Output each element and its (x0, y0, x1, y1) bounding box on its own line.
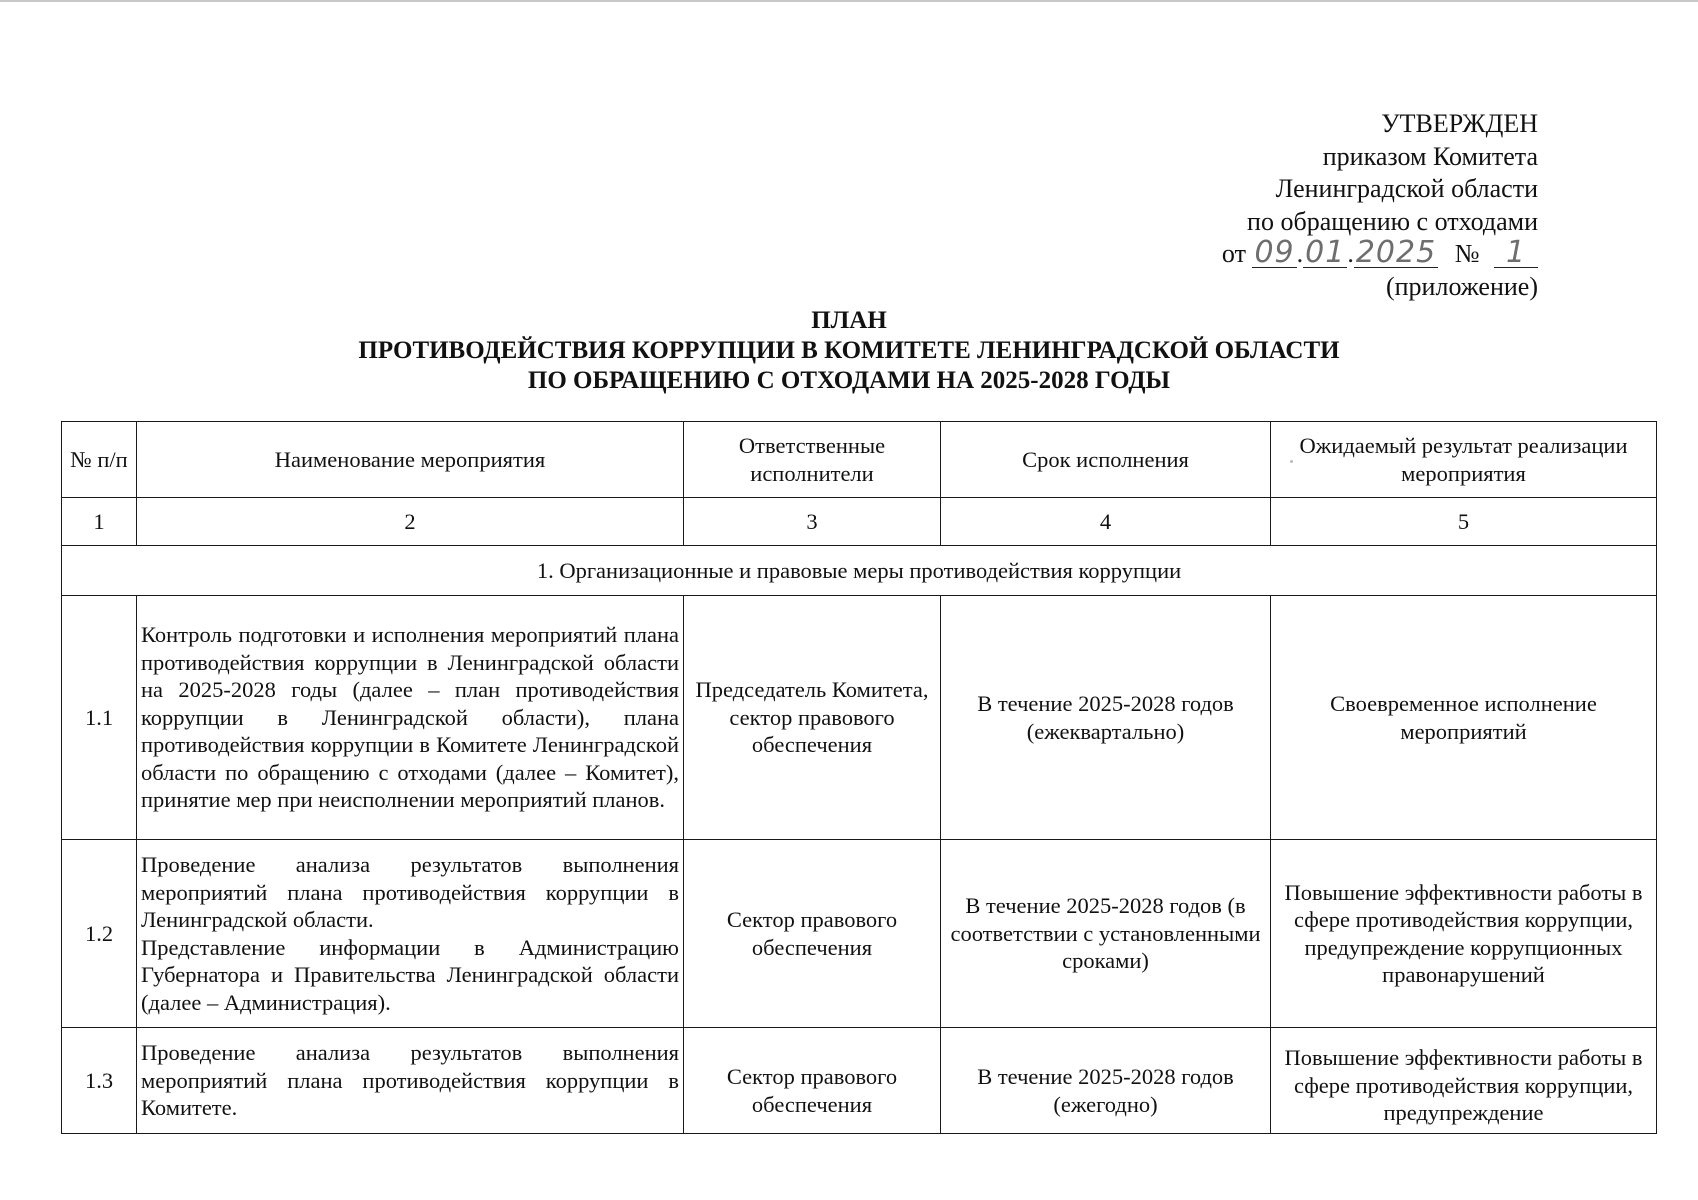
header-row (62, 422, 1657, 498)
plan-table (61, 421, 1657, 1134)
table-row (62, 1028, 1657, 1134)
title-line-1: ПЛАН (811, 307, 887, 334)
date-prefix: от (1221, 239, 1246, 268)
document-title (0, 306, 1698, 396)
row-number: 1.2 (62, 840, 137, 1028)
date-day: 09 (1254, 235, 1295, 270)
header-num: № п/п (62, 422, 137, 498)
date-year: 2025 (1355, 235, 1437, 270)
approval-order-line: приказом Комитета (1322, 141, 1538, 171)
title-line-3: ПО ОБРАЩЕНИЮ С ОТХОДАМИ НА 2025-2028 ГОДЫ (527, 367, 1171, 394)
row-number: 1.1 (62, 596, 137, 840)
row-deadline: В течение 2025-2028 годов (ежеквартально) (941, 596, 1271, 840)
header-executors: Ответственные исполнители (684, 422, 941, 498)
column-number: 4 (941, 498, 1271, 546)
order-number: 1 (1494, 239, 1538, 268)
approval-date-line: от 09.01.2025 № 1 (1222, 238, 1538, 271)
title-line-2: ПРОТИВОДЕЙСТВИЯ КОРРУПЦИИ В КОМИТЕТЕ ЛЕНИНГРАДСКОЙ ОБЛАСТИ (358, 337, 1340, 364)
table-row (62, 840, 1657, 1028)
header-deadline: Срок исполнения (941, 422, 1271, 498)
row-executors: Сектор правового обеспечения (684, 840, 941, 1028)
row-result: Своевременное исполнение мероприятий (1271, 596, 1657, 840)
header-name: Наименование мероприятия (137, 422, 684, 498)
column-number: 3 (684, 498, 941, 546)
scan-edge (0, 0, 1698, 2)
row-activity-paragraph: Проведение анализа результатов выполнения мероприятий плана противодействия коррупции в Ленинградской области. (141, 852, 679, 932)
approval-committee-line: по обращению с отходами (1247, 206, 1538, 236)
header-result: Ожидаемый результат реализации мероприятия (1271, 422, 1657, 498)
column-number: 1 (62, 498, 137, 546)
column-number-row (62, 498, 1657, 546)
table-row (62, 596, 1657, 840)
approval-stamp (1222, 108, 1538, 303)
number-prefix: № (1454, 239, 1480, 268)
approval-region-line: Ленинградской области (1275, 174, 1538, 203)
approval-appendix: (приложение) (1385, 271, 1538, 301)
column-number: 5 (1271, 498, 1657, 546)
date-month: 01 (1305, 235, 1346, 270)
section-row (62, 546, 1657, 596)
row-deadline: В течение 2025-2028 годов (в соответствии с установленными сроками) (941, 840, 1271, 1028)
column-number: 2 (137, 498, 684, 546)
row-result: Повышение эффективности работы в сфере противодействия коррупции, предупреждение коррупционных правонарушений (1271, 840, 1657, 1028)
row-result: Повышение эффективности работы в сфере противодействия коррупции, предупреждение (1271, 1028, 1657, 1134)
row-activity-name: Проведение анализа результатов выполнения мероприятий плана противодействия коррупции в Комитете. (137, 1028, 684, 1134)
section-title: 1. Организационные и правовые меры противодействия коррупции (62, 546, 1657, 596)
row-number: 1.3 (62, 1028, 137, 1134)
row-executors: Сектор правового обеспечения (684, 1028, 941, 1134)
scan-speck (1290, 460, 1293, 463)
row-executors: Председатель Комитета, сектор правового обеспечения (684, 596, 941, 840)
row-activity-name (137, 840, 684, 1028)
row-activity-paragraph: Представление информации в Администрацию Губернатора и Правительства Ленинградской области (далее – Администрация). (141, 934, 679, 1015)
row-activity-name: Контроль подготовки и исполнения мероприятий плана противодействия коррупции в Ленинградской области на 2025-2028 годы (далее – план противодействия коррупции в Ленинградской области), плана противодействия коррупции в Комитете Ленинградской области по обращению с отходами (далее – Комитет), принятие мер при неисполнении мероприятий планов. (137, 596, 684, 840)
row-deadline: В течение 2025-2028 годов (ежегодно) (941, 1028, 1271, 1134)
approval-heading: УТВЕРЖДЕН (1381, 109, 1538, 138)
